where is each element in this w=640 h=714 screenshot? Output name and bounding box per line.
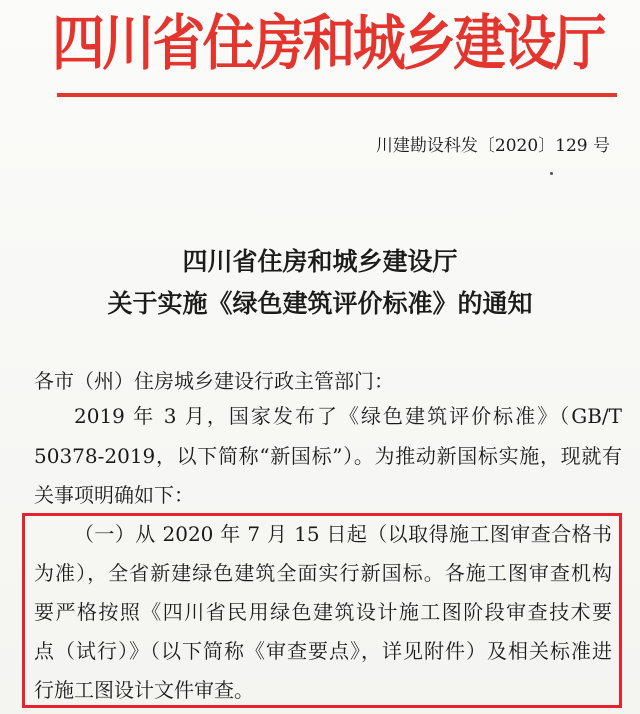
ink-dot: [550, 172, 553, 175]
issuing-authority-header: 四川省住房和城乡建设厅: [52, 9, 604, 79]
notice-title-line-2: 关于实施《绿色建筑评价标准》的通知: [107, 289, 533, 318]
salutation: 各市（州）住房城乡建设行政主管部门：: [34, 369, 394, 393]
item-1-line-2: 为准），全省新建绿色建筑全面实行新国标。各施工图审查机构: [34, 561, 612, 585]
document-number: 川建勘设科发〔2020〕129 号: [375, 136, 610, 156]
header-red-rule: [57, 93, 617, 97]
paragraph-1-line-3: 关事项明确如下：: [34, 483, 194, 507]
item-1-line-3: 要严格按照《四川省民用绿色建筑设计施工图阶段审查技术要: [34, 600, 612, 624]
item-1-line-5: 行施工图设计文件审查。: [34, 678, 254, 702]
item-1-line-4: 点（试行）》（以下简称《审查要点》，详见附件）及相关标准进: [34, 639, 612, 663]
paragraph-1-line-1: 2019 年 3 月，国家发布了《绿色建筑评价标准》（GB/T: [74, 404, 622, 428]
paragraph-1-line-2: 50378-2019，以下简称“新国标”）。为推动新国标实施，现就有: [34, 444, 622, 468]
item-1-line-1: （一）从 2020 年 7 月 15 日起（以取得施工图审查合格书: [74, 522, 612, 546]
notice-title-line-1: 四川省住房和城乡建设厅: [182, 247, 458, 276]
